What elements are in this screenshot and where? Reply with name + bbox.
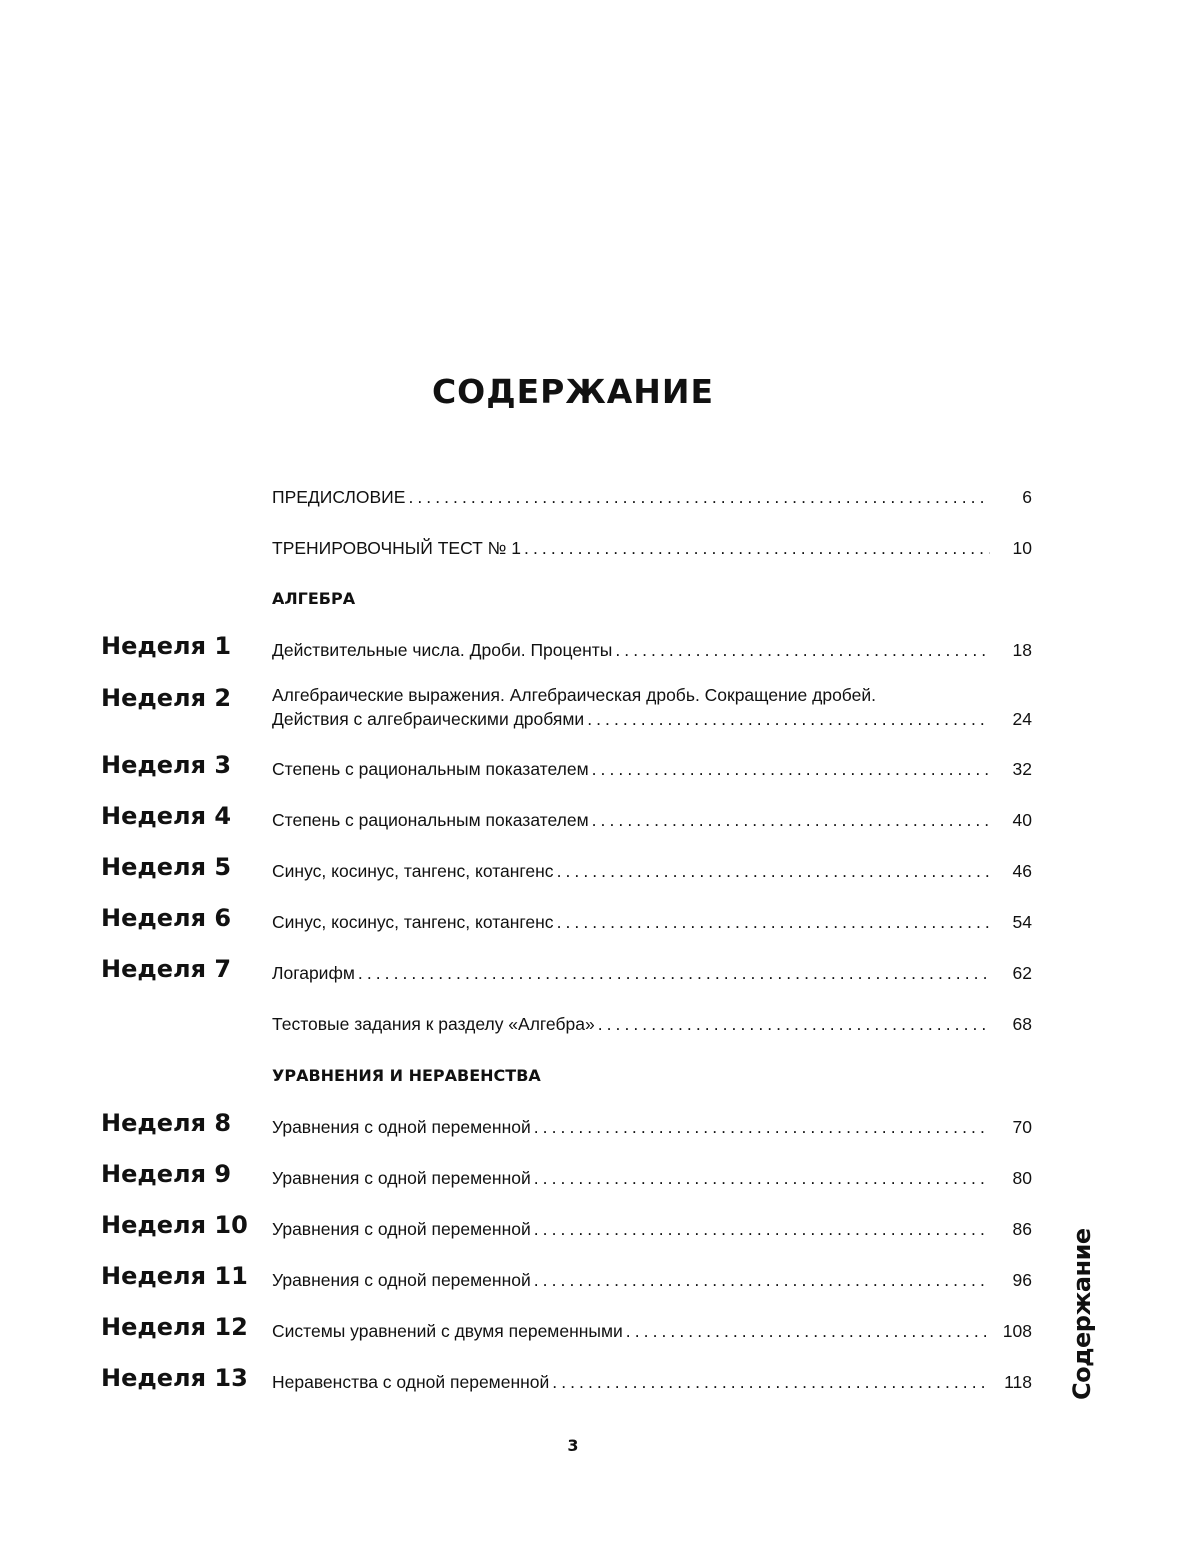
page-number: 3 [567, 1436, 579, 1455]
entry-page: 108 [1002, 1321, 1032, 1341]
week-label: Неделя 11 [101, 1262, 248, 1290]
section-heading: АЛГЕБРА [272, 589, 356, 608]
entry-title: Действительные числа. Дроби. Проценты [272, 640, 613, 660]
entry-title: ПРЕДИСЛОВИЕ [272, 487, 406, 507]
entry-page: 70 [1012, 1117, 1032, 1137]
entry-title: Уравнения с одной переменной [272, 1219, 531, 1239]
dot-leader [534, 1167, 990, 1189]
week-label: Неделя 8 [101, 1109, 232, 1137]
entry-title: Логарифм [272, 963, 355, 983]
entry-page: 10 [1012, 538, 1032, 558]
week-label: Неделя 5 [101, 853, 232, 881]
dot-leader [534, 1116, 990, 1138]
page-title: СОДЕРЖАНИЕ [431, 372, 715, 411]
entry-title: Системы уравнений с двумя переменными [272, 1321, 623, 1341]
entry-title: Синус, косинус, тангенс, котангенс [272, 912, 554, 932]
dot-leader [552, 1371, 990, 1393]
week-label: Неделя 12 [101, 1313, 248, 1341]
week-label: Неделя 3 [101, 751, 232, 779]
entry-page: 32 [1012, 759, 1032, 779]
entry-page: 6 [1022, 487, 1032, 507]
dot-leader [592, 809, 990, 831]
entry-title: Синус, косинус, тангенс, котангенс [272, 861, 554, 881]
week-label: Неделя 2 [101, 684, 232, 712]
entry-title: Неравенства с одной переменной [272, 1372, 550, 1392]
dot-leader [534, 1218, 990, 1240]
week-label: Неделя 10 [101, 1211, 248, 1239]
entry-title: ТРЕНИРОВОЧНЫЙ ТЕСТ № 1 [272, 538, 522, 558]
entry-title: Степень с рациональным показателем [272, 759, 589, 779]
entry-page: 118 [1004, 1372, 1032, 1392]
dot-leader [626, 1320, 990, 1342]
entry-page: 24 [1012, 709, 1032, 729]
entry-page: 86 [1012, 1219, 1032, 1239]
week-label: Неделя 1 [101, 632, 232, 660]
entry-page: 80 [1012, 1168, 1032, 1188]
dot-leader [598, 1013, 990, 1035]
entry-page: 96 [1012, 1270, 1032, 1290]
week-label: Неделя 9 [101, 1160, 232, 1188]
dot-leader [408, 486, 990, 508]
section-heading: УРАВНЕНИЯ И НЕРАВЕНСТВА [272, 1066, 541, 1085]
side-running-header: Содержание [1068, 1228, 1096, 1400]
entry-title: Уравнения с одной переменной [272, 1270, 531, 1290]
week-label: Неделя 4 [101, 802, 232, 830]
entry-title: Действия с алгебраическими дробями [272, 709, 585, 729]
dot-leader [592, 758, 990, 780]
dot-leader [557, 911, 990, 933]
entry-page: 40 [1012, 810, 1032, 830]
dot-leader [358, 962, 990, 984]
week-label: Неделя 13 [101, 1364, 248, 1392]
entry-page: 46 [1012, 861, 1032, 881]
entry-page: 18 [1012, 640, 1032, 660]
entry-page: 68 [1012, 1014, 1032, 1034]
dot-leader [557, 860, 990, 882]
dot-leader [524, 537, 990, 559]
entry-page: 62 [1012, 963, 1032, 983]
dot-leader [615, 639, 990, 661]
entry-title-line1: Алгебраические выражения. Алгебраическая дробь. Сокращение дробей. [272, 685, 876, 705]
dot-leader [534, 1269, 990, 1291]
entry-title: Тестовые задания к разделу «Алгебра» [272, 1014, 595, 1034]
week-label: Неделя 6 [101, 904, 232, 932]
entry-title: Уравнения с одной переменной [272, 1168, 531, 1188]
entry-title: Уравнения с одной переменной [272, 1117, 531, 1137]
entry-page: 54 [1012, 912, 1032, 932]
dot-leader [587, 708, 990, 730]
entry-title: Степень с рациональным показателем [272, 810, 589, 830]
week-label: Неделя 7 [101, 955, 232, 983]
